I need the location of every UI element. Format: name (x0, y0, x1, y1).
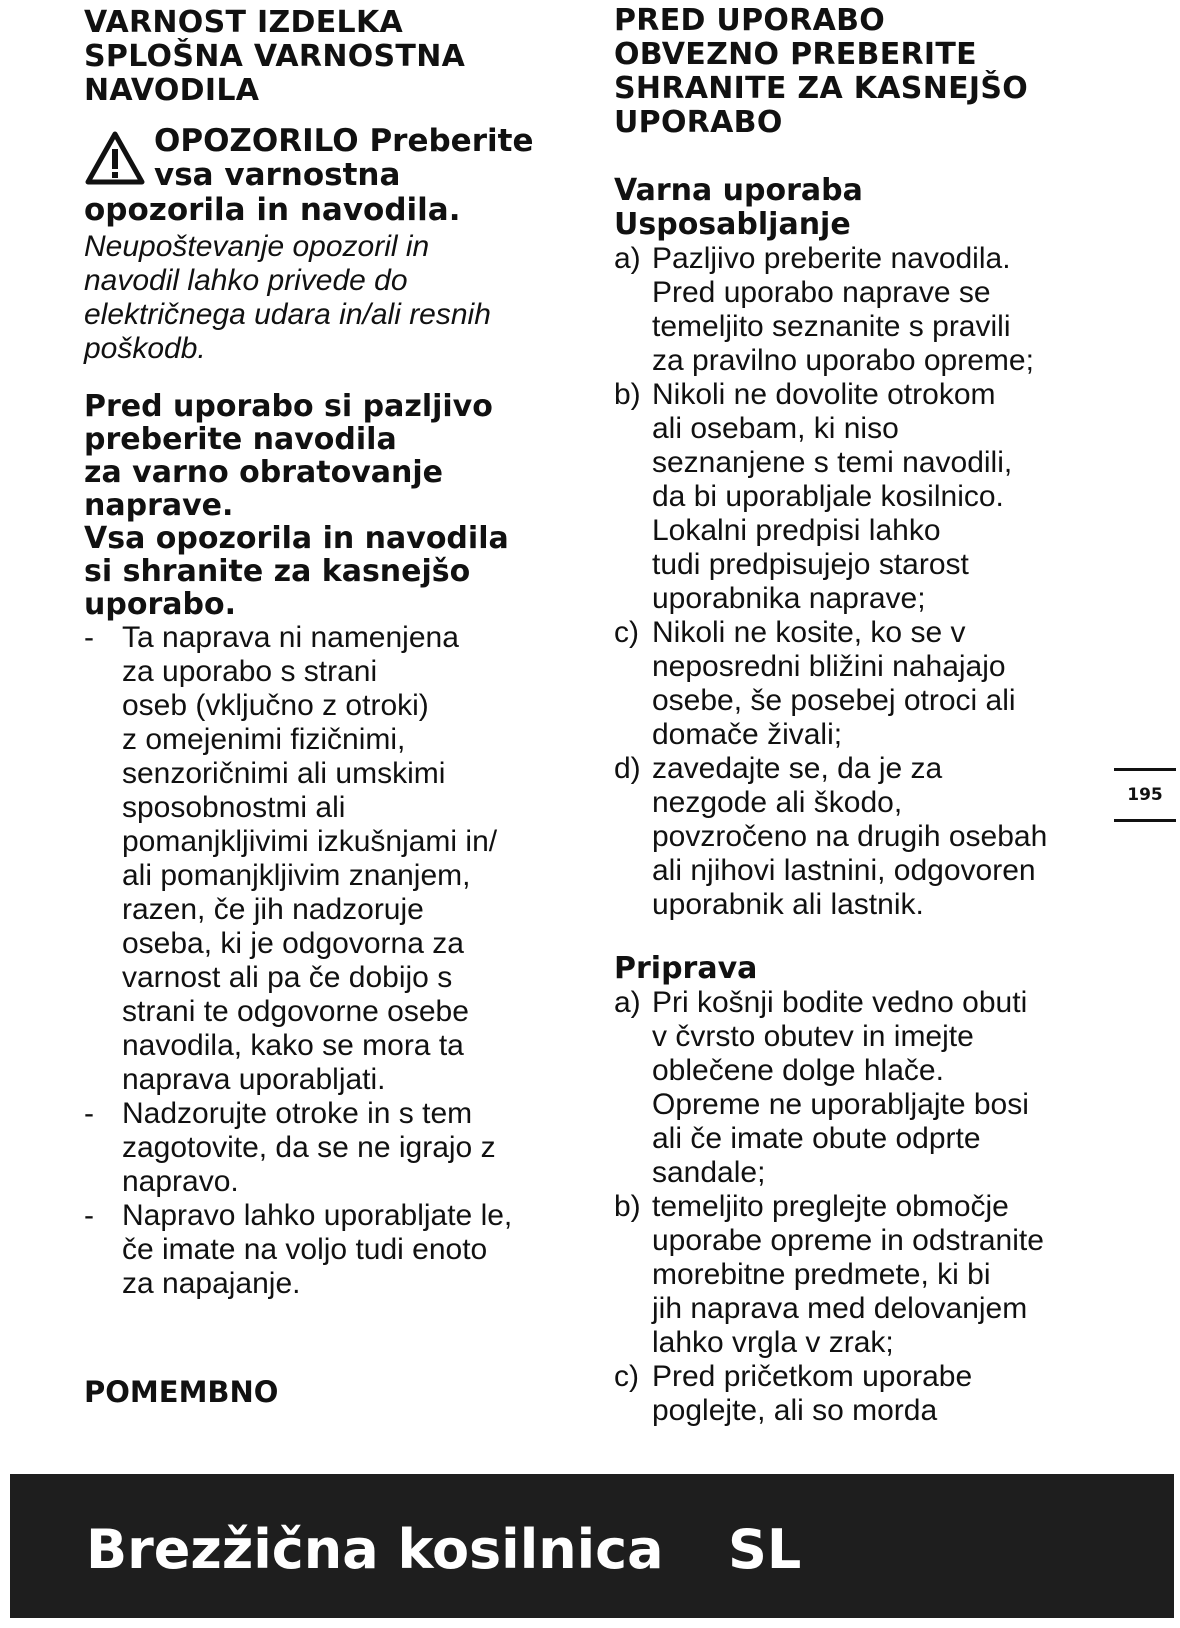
text-line: tudi predpisujejo starost (652, 548, 969, 581)
text-line: temeljito seznanite s pravili (652, 310, 1011, 343)
bold-line: si shranite za kasnejšo (84, 554, 471, 589)
text-line: sposobnostmi ali (122, 791, 346, 824)
text-line: oseb (vključno z otroki) (122, 689, 429, 722)
list-text (122, 1199, 584, 1301)
text-line: neposredni bližini nahajajo (652, 650, 1006, 683)
text-line: Pri košnji bodite vedno obuti (652, 986, 1028, 1019)
list-marker: a) (614, 242, 641, 275)
left-title (84, 6, 584, 108)
bold-line: za varno obratovanje (84, 455, 444, 490)
dash-list (84, 621, 584, 1301)
list-text (122, 621, 584, 1097)
text-line: povzročeno na drugih osebah (652, 820, 1048, 853)
text-line: v čvrsto obutev in imejte (652, 1020, 974, 1053)
text-line: seznanjene s temi navodili, (652, 446, 1013, 479)
title-line: NAVODILA (84, 73, 260, 108)
list-item (614, 752, 1114, 922)
italic-line: poškodb. (84, 332, 206, 365)
list-item (614, 378, 1114, 616)
footer-band (10, 1474, 1174, 1618)
text-line: uporabnik ali lastnik. (652, 888, 924, 921)
text-line: naprava uporabljati. (122, 1063, 386, 1096)
text-line: Nikoli ne kosite, ko se v (652, 616, 966, 649)
read-instructions-block (84, 390, 584, 621)
list-text (122, 1097, 584, 1199)
text-line: navodila, kako se mora ta (122, 1029, 464, 1062)
text-line: poglejte, ali so morda (652, 1394, 938, 1427)
text-line: morebitne predmete, ki bi (652, 1258, 991, 1291)
text-line: jih naprava med delovanjem (652, 1292, 1028, 1325)
text-line: domače živali; (652, 718, 843, 751)
italic-line: električnega udara in/ali resnih (84, 298, 491, 331)
text-line: Ta naprava ni namenjena (122, 621, 459, 654)
list-marker: c) (614, 1360, 639, 1393)
title-line: PRED UPORABO (614, 3, 886, 38)
list-text (652, 1190, 1114, 1360)
text-line: Pred pričetkom uporabe (652, 1360, 973, 1393)
text-line: Napravo lahko uporabljate le, (122, 1199, 513, 1232)
right-column (614, 0, 1114, 1428)
list-item (614, 1360, 1114, 1428)
text-line: Lokalni predpisi lahko (652, 514, 941, 547)
left-column (84, 0, 584, 1409)
right-title (614, 4, 1114, 140)
text-line: sandale; (652, 1156, 766, 1189)
bold-line: Vsa opozorila in navodila (84, 521, 509, 556)
text-line: zagotovite, da se ne igrajo z (122, 1131, 496, 1164)
list-text (652, 616, 1114, 752)
title-line: SHRANITE ZA KASNEJŠO (614, 71, 1029, 106)
text-line: zavedajte se, da je za (652, 752, 943, 785)
text-line: ali če imate obute odprte (652, 1122, 981, 1155)
title-line: SPLOŠNA VARNOSTNA (84, 39, 466, 74)
list-item (614, 986, 1114, 1190)
text-line: za uporabo s strani (122, 655, 378, 688)
list-item (614, 616, 1114, 752)
page-number: 195 (1114, 768, 1176, 822)
footer-title: Brezžična kosilnica (86, 1518, 664, 1581)
list-marker: - (84, 1097, 94, 1130)
text-line: za napajanje. (122, 1267, 301, 1300)
warning-heading (154, 124, 533, 192)
text-line: napravo. (122, 1165, 239, 1198)
text-line: lahko vrgla v zrak; (652, 1326, 894, 1359)
text-line: varnost ali pa če dobijo s (122, 961, 453, 994)
text-line: Pred uporabo naprave se (652, 276, 991, 309)
list-item (84, 1097, 584, 1199)
title-line: OBVEZNO PREBERITE (614, 37, 977, 72)
list-marker: a) (614, 986, 641, 1019)
text-line: oseba, ki je odgovorna za (122, 927, 464, 960)
bold-line: preberite navodila (84, 422, 397, 457)
text-line: uporabnika naprave; (652, 582, 926, 615)
text-line: za pravilno uporabo opreme; (652, 344, 1034, 377)
bold-line: naprave. (84, 488, 234, 523)
list-text (652, 1360, 1114, 1428)
important-heading: POMEMBNO (84, 1375, 279, 1409)
list-text (652, 242, 1114, 378)
list-marker: b) (614, 1190, 641, 1223)
title-line: VARNOST IZDELKA (84, 5, 404, 40)
warning-block (84, 124, 584, 192)
text-line: Opreme ne uporabljajte bosi (652, 1088, 1029, 1121)
text-line: Nadzorujte otroke in s tem (122, 1097, 473, 1130)
warning-triangle-icon (84, 130, 146, 188)
text-line: ali pomanjkljivim znanjem, (122, 859, 471, 892)
text-line: pomanjkljivimi izkušnjami in/ (122, 825, 498, 858)
list-item (614, 1190, 1114, 1360)
warning-line: vsa varnostna (154, 157, 401, 193)
training-list (614, 242, 1114, 922)
bold-line: uporabo. (84, 587, 236, 622)
text-line: Pazljivo preberite navodila. (652, 242, 1011, 275)
text-line: da bi uporabljale kosilnico. (652, 480, 1004, 513)
text-line: ali osebam, ki niso (652, 412, 899, 445)
text-line: strani te odgovorne osebe (122, 995, 469, 1028)
footer-language-code: SL (728, 1518, 802, 1581)
list-item (84, 1199, 584, 1301)
warning-continuation: opozorila in navodila. (84, 192, 461, 228)
text-line: osebe, še posebej otroci ali (652, 684, 1016, 717)
italic-line: Neupoštevanje opozoril in (84, 230, 430, 263)
list-text (652, 986, 1114, 1190)
text-line: senzoričnimi ali umskimi (122, 757, 446, 790)
list-marker: - (84, 621, 94, 654)
section-title-safe-use: Varna uporaba (614, 173, 863, 208)
list-marker: b) (614, 378, 641, 411)
text-line: ali njihovi lastnini, odgovoren (652, 854, 1036, 887)
warning-line: OPOZORILO Preberite (154, 123, 534, 159)
text-line: z omejenimi fizičnimi, (122, 723, 406, 756)
list-marker: - (84, 1199, 94, 1232)
section-subtitle-training: Usposabljanje (614, 207, 851, 242)
text-line: nezgode ali škodo, (652, 786, 903, 819)
list-item (614, 242, 1114, 378)
bold-line: Pred uporabo si pazljivo (84, 389, 493, 424)
list-marker: c) (614, 616, 639, 649)
text-line: oblečene dolge hlače. (652, 1054, 944, 1087)
preparation-list (614, 986, 1114, 1428)
text-line: Nikoli ne dovolite otrokom (652, 378, 996, 411)
text-line: če imate na voljo tudi enoto (122, 1233, 488, 1266)
warning-italic-text (84, 230, 584, 366)
list-text (652, 752, 1114, 922)
text-line: razen, če jih nadzoruje (122, 893, 424, 926)
title-line: UPORABO (614, 105, 783, 140)
italic-line: navodil lahko privede do (84, 264, 408, 297)
list-text (652, 378, 1114, 616)
list-marker: d) (614, 752, 641, 785)
text-line: temeljito preglejte območje (652, 1190, 1009, 1223)
text-line: uporabe opreme in odstranite (652, 1224, 1044, 1257)
section-title-preparation: Priprava (614, 951, 758, 986)
list-item (84, 621, 584, 1097)
